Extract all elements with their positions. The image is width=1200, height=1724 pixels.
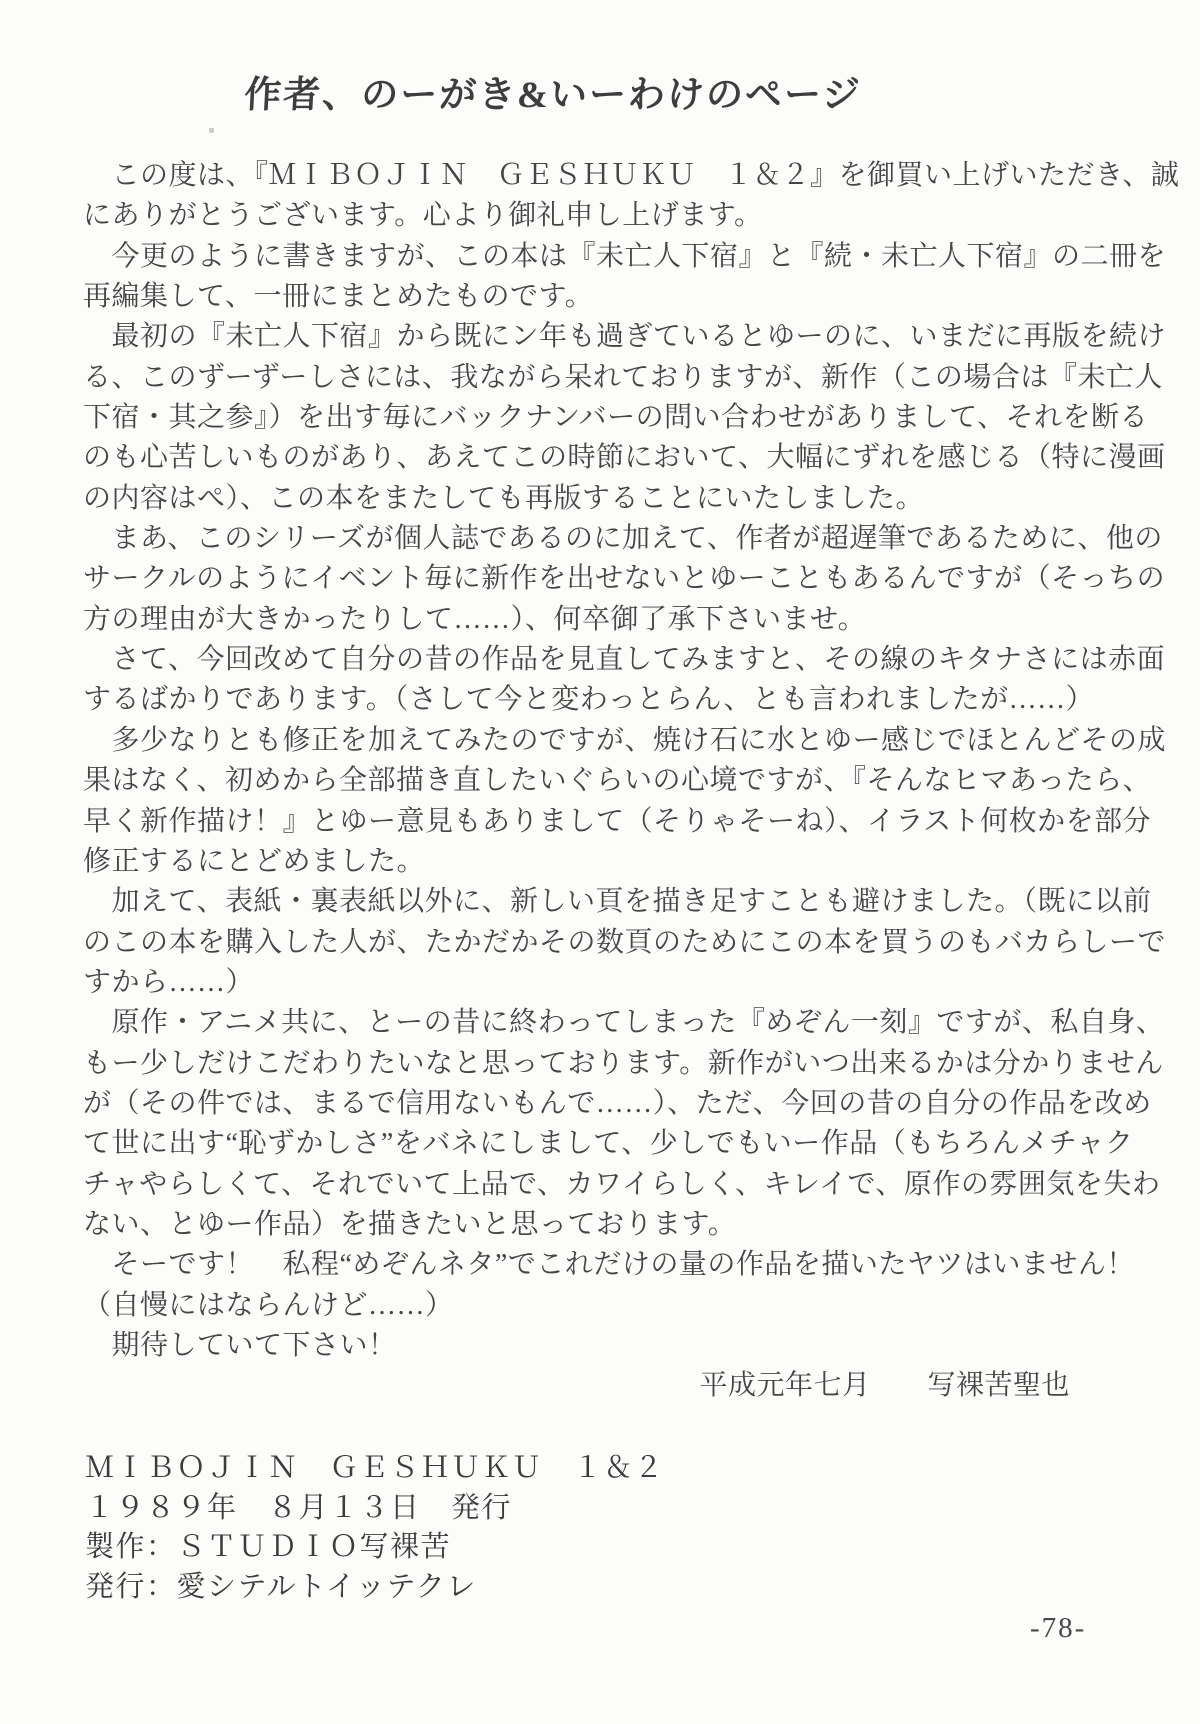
body-text-line: る、このずーずーしさには、我ながら呆れておりますが、新作（この場合は『未亡人 <box>83 361 1163 393</box>
body-text-line: 再編集して、一冊にまとめたものです。 <box>83 281 594 313</box>
body-text-line: そーです！ 私程“めぞんネタ”でこれだけの量の作品を描いたヤツはいません！ <box>83 1249 1135 1281</box>
body-text-line: サークルのようにイベント毎に新作を出せないとゆーこともあるんですが（そっちの <box>83 563 1166 595</box>
colophon-line: 製作：ＳＴＵＤＩＯ写裸苦 <box>85 1531 452 1563</box>
body-text-line: のこの本を購入した人が、たかだかその数頁のためにこの本を買うのもバカらしーで <box>83 926 1167 958</box>
body-text-line: すから……） <box>83 966 255 998</box>
colophon-lines <box>85 1449 665 1607</box>
body-text-line: にありがとうございます。心より御礼申し上げます。 <box>83 200 763 232</box>
page-title: 作者、のーがき&いーわけのページ <box>243 75 863 116</box>
scan-artifact-speck <box>209 128 214 133</box>
body-text-line: 下宿・其之参』）を出す毎にバックナンバーの問い合わせがありまして、それを断る <box>83 402 1149 434</box>
body-text-line: 原作・アニメ共に、とーの昔に終わってしまった『めぞん一刻』ですが、私自身、 <box>83 1007 1165 1039</box>
body-text-line: まあ、このシリーズが個人誌であるのに加えて、作者が超遅筆であるために、他の <box>83 523 1163 555</box>
body-text-line: の内容はぺ）、この本をまたしても再版することにいたしました。 <box>83 482 925 514</box>
body-text-line: 果はなく、初めから全部描き直したいぐらいの心境ですが、『そんなヒマあったら、 <box>83 765 1152 797</box>
body-text-line: 期待していて下さい！ <box>83 1329 397 1361</box>
body-text-line: て世に出す“恥ずかしさ”をバネにしまして、少しでもいー作品（もちろんメチャク <box>83 1128 1134 1160</box>
body-text-line: もー少しだけこだわりたいなと思っております。新作がいつ出来るかは分かりません <box>83 1047 1164 1079</box>
body-text-line: 今更のように書きますが、この本は『未亡人下宿』と『続・未亡人下宿』の二冊を <box>83 240 1167 272</box>
page-number: -78- <box>1030 1612 1087 1644</box>
body-text-line: 早く新作描け！』とゆー意見もありまして（そりゃそーね）、イラスト何枚かを部分 <box>83 805 1152 837</box>
body-text-line: 多少なりとも修正を加えてみたのですが、焼け石に水とゆー感じでほとんどその成 <box>83 724 1167 756</box>
body-text-line: 方の理由が大きかったりして……）、何卒御了承下さいませ。 <box>83 603 867 635</box>
colophon-line: 発行：愛シテルトイッテクレ <box>85 1570 477 1603</box>
colophon-line: １９８９年 ８月１３日 発行 <box>85 1491 513 1524</box>
body-text-line: 最初の『未亡人下宿』から既にン年も過ぎているとゆーのに、いまだに再版を続け <box>83 321 1167 353</box>
author-signature: 平成元年七月 写裸苦聖也 <box>699 1370 1070 1402</box>
body-text-line: が（その件では、まるで信用ないもんで……）、ただ、今回の昔の自分の作品を改め <box>83 1087 1152 1119</box>
body-text-line: チャやらしくて、それでいて上品で、カワイらしく、キレイで、原作の雰囲気を失わ <box>83 1168 1161 1200</box>
body-text-line: 加えて、表紙・裏表紙以外に、新しい頁を描き足すことも避けました。（既に以前 <box>83 886 1152 918</box>
body-text-line: するばかりであります。（さして今と変わっとらん、とも言われましたが……） <box>83 684 1095 716</box>
body-text-line: さて、今回改めて自分の昔の作品を見直してみますと、その線のキタナさには赤面 <box>83 644 1166 676</box>
body-text-line: 修正するにとどめました。 <box>83 845 426 877</box>
afterword-body <box>83 156 1180 1407</box>
body-lines <box>83 156 1180 1366</box>
body-text-line: ない、とゆー作品）を描きたいと思っております。 <box>83 1208 737 1240</box>
body-text-line: のも心苦しいものがあり、あえてこの時節において、大幅にずれを感じる（特に漫画 <box>83 442 1166 474</box>
colophon <box>85 1449 665 1607</box>
colophon-line: ＭＩＢＯＪＩＮ ＧＥＳＨＵＫＵ １＆２ <box>85 1452 665 1484</box>
body-text-line: （自慢にはならんけど……） <box>83 1289 454 1321</box>
body-text-line: この度は、『ＭＩＢＯＪＩＮ ＧＥＳＨＵＫＵ １＆２』を御買い上げいただき、誠 <box>83 160 1180 191</box>
